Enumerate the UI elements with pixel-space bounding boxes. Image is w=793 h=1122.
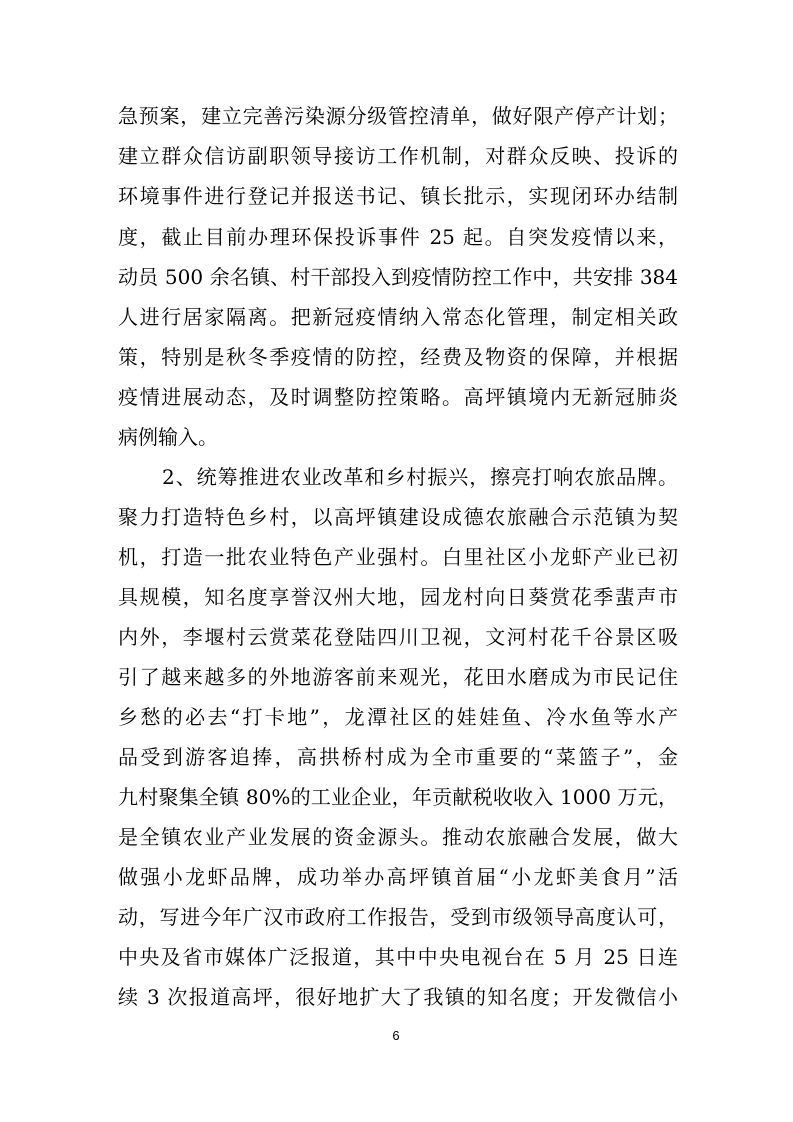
page-number: 6 [392,1028,400,1043]
text-line: 是全镇农业产业发展的资金源头。推动农旅融合发展，做大 [118,825,678,849]
text-line: 环境事件进行登记并报送书记、镇长批示，实现闭环办结制 [118,184,678,208]
text-line: 内外，李堰村云赏菜花登陆四川卫视，文河村花千谷景区吸 [118,625,678,649]
text-line: 续 3 次报道高坪，很好地扩大了我镇的知名度；开发微信小 [118,985,678,1009]
text-line: 疫情进展动态，及时调整防控策略。高坪镇境内无新冠肺炎 [118,385,678,409]
text-line: 九村聚集全镇 80%的工业企业，年贡献税收收入 1000 万元， [118,785,678,809]
text-line: 乡愁的必去“打卡地”，龙潭社区的娃娃鱼、冷水鱼等水产 [118,705,678,729]
text-line: 聚力打造特色乡村，以高坪镇建设成德农旅融合示范镇为契 [118,505,678,529]
text-line: 中央及省市媒体广泛报道，其中中央电视台在 5 月 25 日连 [118,945,678,969]
text-line: 动，写进今年广汉市政府工作报告，受到市级领导高度认可， [118,905,678,929]
text-line: 动员 500 余名镇、村干部投入到疫情防控工作中，共安排 384 [118,265,678,289]
paragraph-heading-line: 2、统筹推进农业改革和乡村振兴，擦亮打响农旅品牌。 [162,465,678,489]
text-line: 人进行居家隔离。把新冠疫情纳入常态化管理，制定相关政 [118,305,678,329]
text-line: 做强小龙虾品牌，成功举办高坪镇首届“小龙虾美食月”活 [118,865,678,889]
text-line: 急预案，建立完善污染源分级管控清单，做好限产停产计划； [118,104,678,128]
text-line: 病例输入。 [118,425,218,449]
text-line: 机，打造一批农业特色产业强村。白里社区小龙虾产业已初 [118,545,678,569]
text-line: 策，特别是秋冬季疫情的防控，经费及物资的保障，并根据 [118,345,678,369]
text-line: 引了越来越多的外地游客前来观光，花田水磨成为市民记住 [118,665,678,689]
text-line: 品受到游客追捧，高拱桥村成为全市重要的“菜篮子”，金 [118,745,678,769]
text-line: 具规模，知名度享誉汉州大地，园龙村向日葵赏花季蜚声市 [118,585,678,609]
text-line: 度，截止目前办理环保投诉事件 25 起。自突发疫情以来， [118,225,678,249]
text-line: 建立群众信访副职领导接访工作机制，对群众反映、投诉的 [118,144,678,168]
